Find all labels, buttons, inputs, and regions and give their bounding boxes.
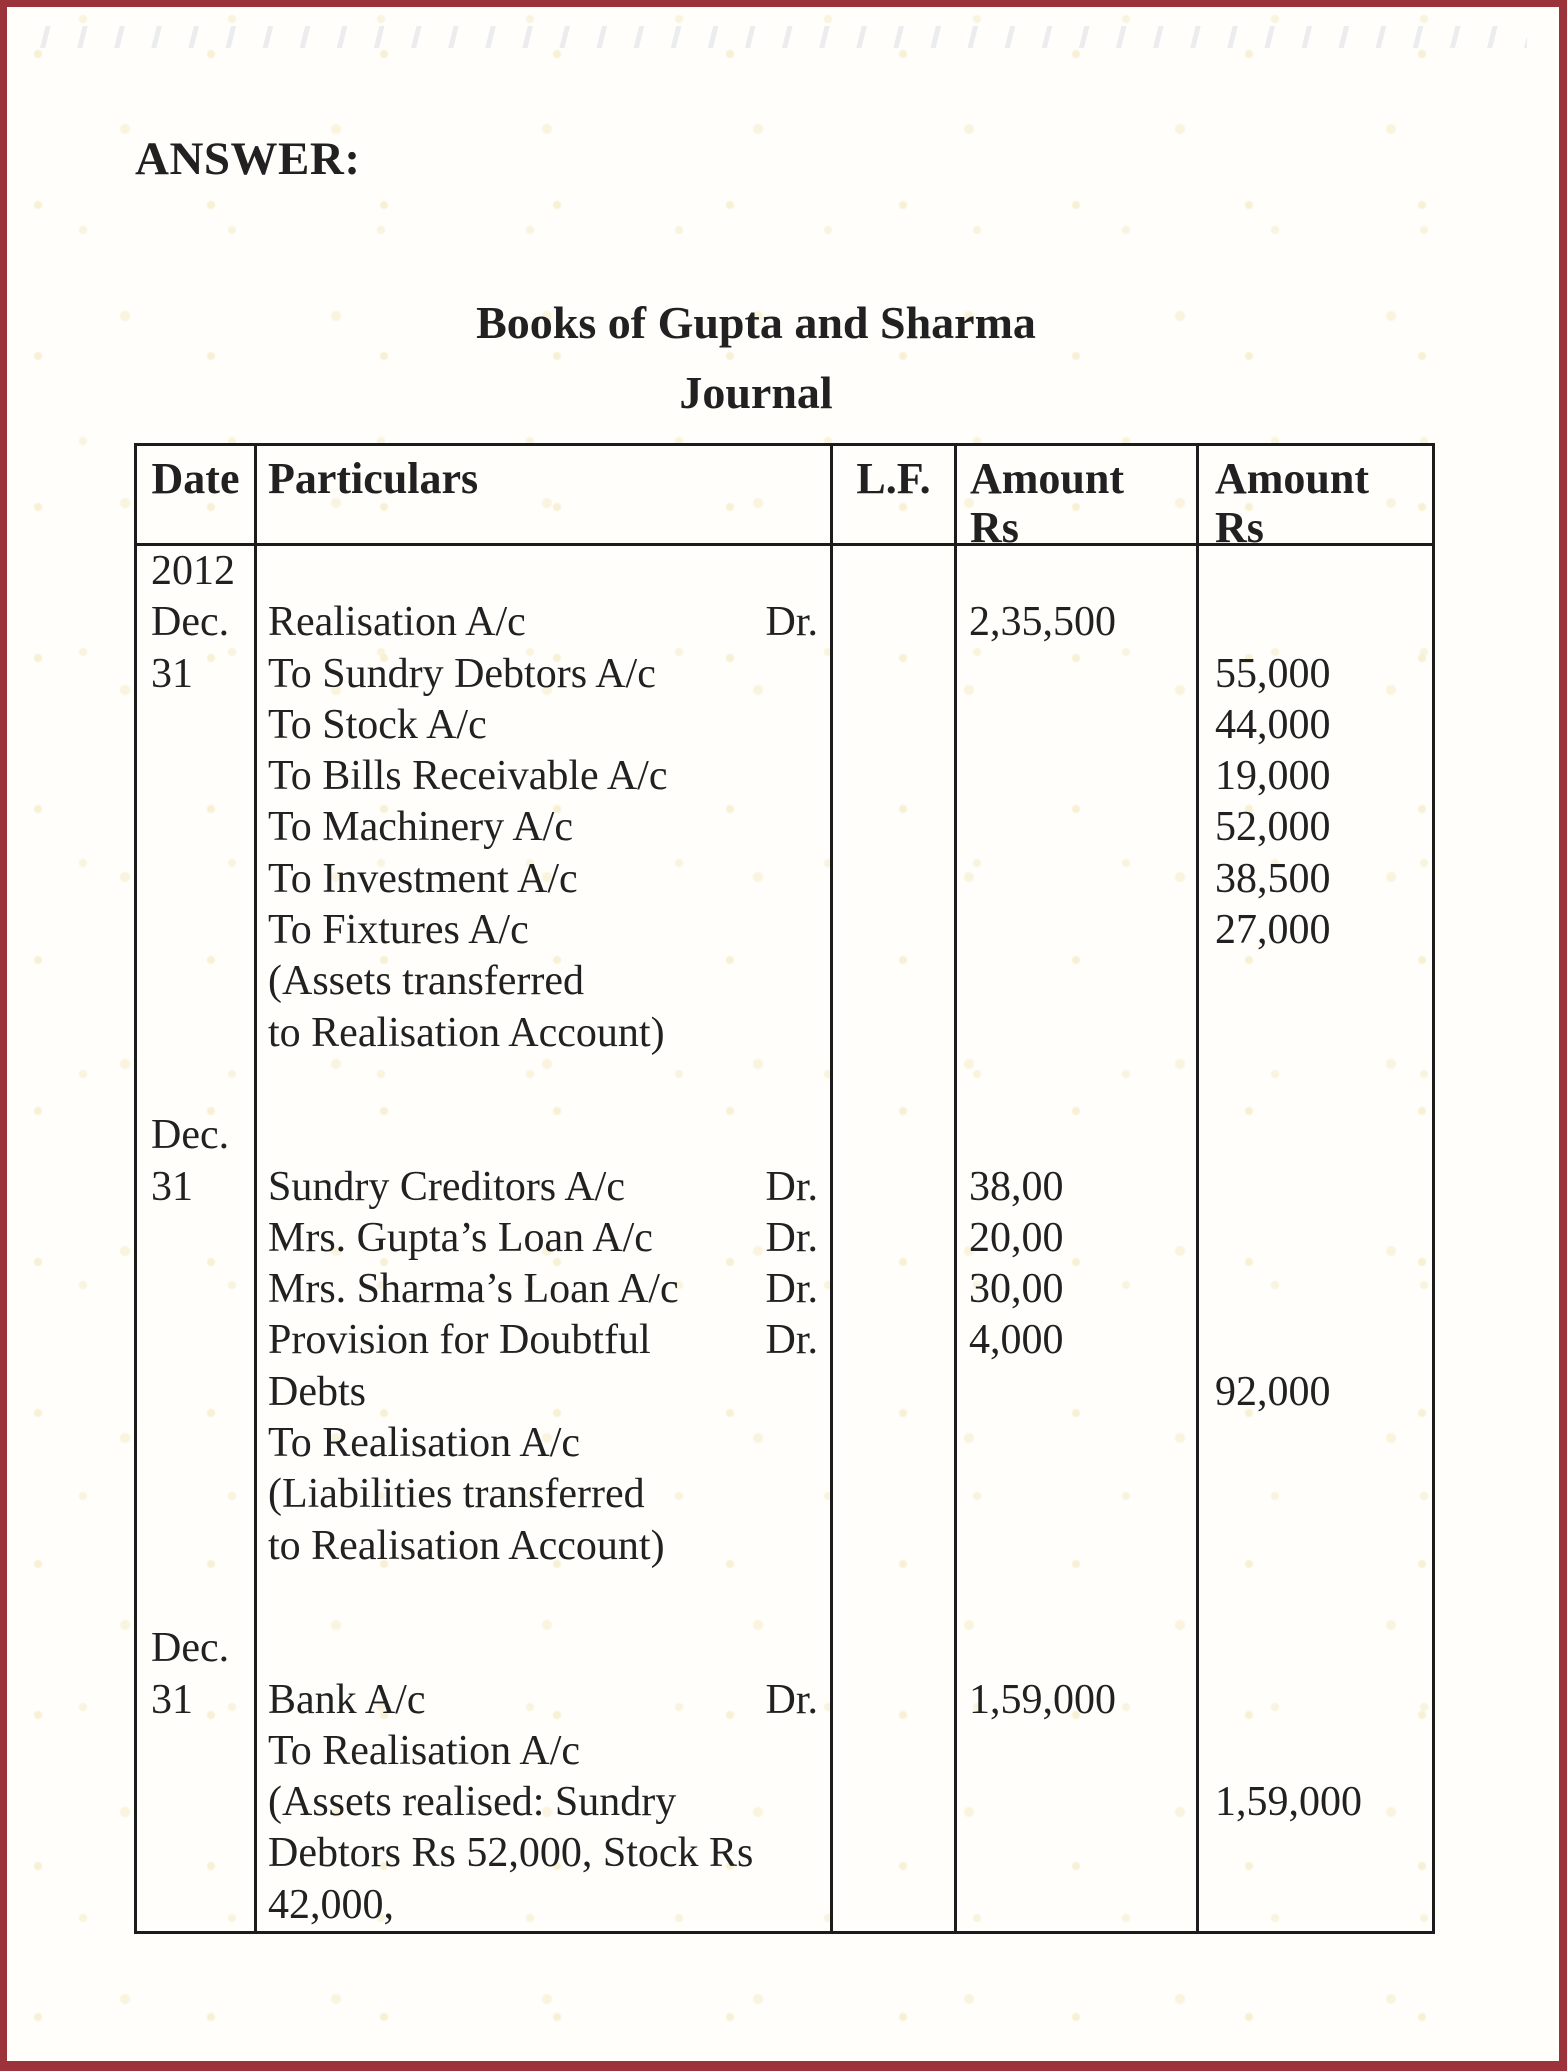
journal-line-amount-credit: [1199, 1623, 1432, 1674]
journal-line-date: [137, 905, 257, 956]
journal-line-amount-credit: [1199, 1521, 1432, 1572]
journal-line: [137, 1675, 1432, 1726]
journal-line: [137, 854, 1432, 905]
journal-line: [137, 1264, 1432, 1315]
journal-table: [134, 443, 1435, 1934]
journal-line-date: [137, 1828, 257, 1879]
journal-line-lf: [833, 1777, 957, 1828]
journal-line-date: 31: [137, 649, 257, 700]
dr-marker: Dr.: [765, 1676, 818, 1723]
journal-line-date: [137, 802, 257, 853]
journal-line: [137, 1828, 1432, 1879]
journal-line-lf: [833, 802, 957, 853]
journal-line-lf: [833, 1059, 957, 1110]
journal-line: [137, 1880, 1432, 1931]
particulars-text: Debts: [268, 1368, 366, 1415]
journal-line-date: [137, 1418, 257, 1469]
answer-label: ANSWER:: [135, 133, 361, 185]
journal-line-particulars: [257, 700, 833, 751]
journal-line-amount-debit: [957, 1623, 1199, 1674]
journal-line-date: [137, 1264, 257, 1315]
journal-line-date: [137, 700, 257, 751]
journal-line-amount-credit: [1199, 956, 1432, 1007]
header-amount-credit-unit: Rs: [1215, 503, 1264, 546]
particulars-text: Mrs. Gupta’s Loan A/c: [268, 1214, 653, 1261]
document-subtitle: Journal: [679, 367, 833, 418]
journal-line-lf: [833, 546, 957, 597]
journal-line-particulars: [257, 1162, 833, 1213]
journal-line-date: [137, 1008, 257, 1059]
journal-line-particulars: [257, 1059, 833, 1110]
particulars-text: To Fixtures A/c: [268, 907, 529, 954]
journal-line-lf: [833, 854, 957, 905]
journal-line-amount-credit: [1199, 1880, 1432, 1931]
journal-line-particulars: [257, 854, 833, 905]
journal-line-lf: [833, 1469, 957, 1520]
journal-line-amount-debit: 1,59,000: [957, 1675, 1199, 1726]
journal-line-lf: [833, 1726, 957, 1777]
journal-line-amount-credit: [1199, 1110, 1432, 1161]
journal-line: [137, 1367, 1432, 1418]
journal-line-amount-credit: [1199, 597, 1432, 648]
journal-line-amount-debit: [957, 1572, 1199, 1623]
journal-line-particulars: [257, 1110, 833, 1161]
journal-line-lf: [833, 1110, 957, 1161]
journal-line-date: [137, 1315, 257, 1366]
particulars-text: (Assets realised: Sundry: [268, 1779, 677, 1826]
journal-line-amount-debit: [957, 1828, 1199, 1879]
journal-line-lf: [833, 1315, 957, 1366]
journal-line: [137, 1008, 1432, 1059]
journal-line-lf: [833, 649, 957, 700]
journal-line-particulars: [257, 1828, 833, 1879]
journal-line: [137, 905, 1432, 956]
journal-line-amount-debit: [957, 1777, 1199, 1828]
journal-line-particulars: [257, 649, 833, 700]
journal-line-date: Dec.: [137, 597, 257, 648]
journal-body: [137, 546, 1432, 1931]
journal-line: [137, 1213, 1432, 1264]
journal-line-particulars: [257, 802, 833, 853]
journal-line-amount-debit: 38,00: [957, 1162, 1199, 1213]
journal-line-particulars: [257, 1726, 833, 1777]
journal-line-amount-debit: [957, 1521, 1199, 1572]
journal-line: [137, 1469, 1432, 1520]
journal-line: [137, 649, 1432, 700]
journal-line: [137, 546, 1432, 597]
journal-line-lf: [833, 1880, 957, 1931]
journal-line-amount-debit: [957, 1726, 1199, 1777]
journal-line-amount-credit: 1,59,000: [1215, 1779, 1362, 1826]
journal-line-lf: [833, 1008, 957, 1059]
journal-line-amount-debit: [957, 1367, 1199, 1418]
journal-line-particulars: [257, 1213, 833, 1264]
journal-line-date: [137, 1059, 257, 1110]
journal-line-lf: [833, 1623, 957, 1674]
journal-line-particulars: [257, 1623, 833, 1674]
journal-line-particulars: [257, 1264, 833, 1315]
journal-line-particulars: [257, 1418, 833, 1469]
journal-line-amount-debit: 2,35,500: [957, 597, 1199, 648]
journal-line-amount-debit: [957, 546, 1199, 597]
particulars-text: Bank A/c: [268, 1676, 426, 1723]
header-lf: L.F.: [833, 446, 957, 546]
journal-line-amount-credit: [1199, 1828, 1432, 1879]
journal-line-lf: [833, 1264, 957, 1315]
journal-line-particulars: [257, 905, 833, 956]
header-date: Date: [137, 446, 257, 546]
journal-line: [137, 1623, 1432, 1674]
journal-line-amount-credit: [1199, 1572, 1432, 1623]
dr-marker: Dr.: [765, 1163, 818, 1210]
journal-line-amount-debit: [957, 751, 1199, 802]
journal-line-amount-debit: [957, 1469, 1199, 1520]
journal-line-lf: [833, 1213, 957, 1264]
journal-line-lf: [833, 1418, 957, 1469]
journal-line-lf: [833, 1521, 957, 1572]
journal-line-particulars: [257, 1469, 833, 1520]
journal-line-particulars: [257, 1521, 833, 1572]
journal-line-amount-credit: 38,500: [1215, 855, 1331, 902]
dr-marker: Dr.: [765, 599, 818, 646]
journal-line: [137, 751, 1432, 802]
header-particulars: Particulars: [257, 446, 833, 546]
particulars-text: (Assets transferred: [268, 958, 585, 1005]
journal-line-lf: [833, 700, 957, 751]
journal-line: [137, 700, 1432, 751]
particulars-text: To Machinery A/c: [268, 804, 573, 851]
header-amount-debit: [957, 446, 1199, 546]
journal-line-amount-debit: 4,000: [957, 1315, 1199, 1366]
particulars-text: Realisation A/c: [268, 599, 526, 646]
journal-line: [137, 1777, 1432, 1828]
journal-line-date: [137, 1213, 257, 1264]
journal-line-particulars: [257, 1880, 833, 1931]
journal-line-amount-credit: 55,000: [1215, 650, 1331, 697]
journal-line-lf: [833, 956, 957, 1007]
journal-line-particulars: [257, 1008, 833, 1059]
journal-line-date: 31: [137, 1675, 257, 1726]
particulars-text: 42,000,: [268, 1881, 394, 1928]
journal-line: [137, 1418, 1432, 1469]
journal-line-date: [137, 854, 257, 905]
journal-line-particulars: [257, 751, 833, 802]
journal-line-date: 31: [137, 1162, 257, 1213]
journal-line-lf: [833, 1162, 957, 1213]
journal-line-amount-debit: [957, 1059, 1199, 1110]
particulars-text: Sundry Creditors A/c: [268, 1163, 625, 1210]
journal-line-lf: [833, 1572, 957, 1623]
journal-line-date: [137, 1726, 257, 1777]
journal-line-amount-credit: 44,000: [1215, 701, 1331, 748]
journal-line-amount-debit: [957, 700, 1199, 751]
journal-line: [137, 1572, 1432, 1623]
journal-line-amount-credit: 27,000: [1215, 907, 1331, 954]
journal-line: [137, 1162, 1432, 1213]
journal-line-amount-debit: [957, 649, 1199, 700]
dr-marker: Dr.: [765, 1317, 818, 1364]
journal-line-amount-credit: [1199, 1008, 1432, 1059]
journal-line-date: [137, 1469, 257, 1520]
dr-marker: Dr.: [765, 1214, 818, 1261]
dr-marker: Dr.: [765, 1266, 818, 1313]
particulars-text: To Realisation A/c: [268, 1420, 581, 1467]
journal-line-amount-credit: [1199, 546, 1432, 597]
journal-line-date: 2012: [137, 546, 257, 597]
particulars-text: To Bills Receivable A/c: [268, 753, 668, 800]
journal-line-amount-credit: [1199, 1726, 1432, 1777]
header-amount-credit: [1199, 446, 1432, 546]
journal-line-amount-debit: [957, 854, 1199, 905]
journal-line: [137, 956, 1432, 1007]
journal-line-amount-credit: [1199, 1418, 1432, 1469]
journal-line-particulars: [257, 956, 833, 1007]
journal-line-particulars: [257, 1675, 833, 1726]
journal-line-amount-debit: [957, 905, 1199, 956]
journal-line-amount-debit: [957, 1008, 1199, 1059]
scan-artifact-band: [30, 26, 1527, 48]
journal-line-amount-credit: [1199, 1469, 1432, 1520]
journal-line-date: Dec.: [137, 1110, 257, 1161]
journal-line-date: [137, 1777, 257, 1828]
journal-line-particulars: [257, 597, 833, 648]
particulars-text: (Liabilities transferred: [268, 1471, 645, 1518]
journal-line-date: Dec.: [137, 1623, 257, 1674]
journal-line-lf: [833, 1675, 957, 1726]
journal-line-amount-credit: [1199, 1059, 1432, 1110]
particulars-text: To Stock A/c: [268, 701, 487, 748]
journal-line-lf: [833, 905, 957, 956]
header-amount-debit-unit: Rs: [970, 503, 1019, 546]
journal-line-particulars: [257, 1315, 833, 1366]
journal-line-amount-credit: [1199, 1315, 1432, 1366]
journal-line-particulars: [257, 546, 833, 597]
journal-line-date: [137, 956, 257, 1007]
particulars-text: to Realisation Account): [268, 1522, 665, 1569]
particulars-text: Provision for Doubtful: [268, 1317, 651, 1364]
journal-line-amount-debit: 30,00: [957, 1264, 1199, 1315]
journal-header-row: [137, 446, 1432, 546]
journal-line-amount-credit: 19,000: [1215, 753, 1331, 800]
journal-line-particulars: [257, 1367, 833, 1418]
journal-line: [137, 802, 1432, 853]
journal-line-amount-debit: [957, 1880, 1199, 1931]
journal-line-date: [137, 1572, 257, 1623]
journal-line-particulars: [257, 1777, 833, 1828]
journal-line: [137, 1521, 1432, 1572]
journal-line-date: [137, 751, 257, 802]
particulars-text: To Investment A/c: [268, 855, 578, 902]
particulars-text: Debtors Rs 52,000, Stock Rs: [268, 1830, 754, 1877]
journal-line: [137, 1110, 1432, 1161]
journal-line-amount-debit: [957, 1418, 1199, 1469]
journal-line: [137, 597, 1432, 648]
journal-line-amount-credit: [1199, 1675, 1432, 1726]
journal-line-lf: [833, 597, 957, 648]
journal-line-amount-credit: [1199, 1162, 1432, 1213]
journal-line-date: [137, 1367, 257, 1418]
journal-line: [137, 1059, 1432, 1110]
journal-line-amount-credit: 92,000: [1215, 1368, 1331, 1415]
journal-line-amount-credit: [1199, 1264, 1432, 1315]
journal-line-amount-debit: 20,00: [957, 1213, 1199, 1264]
journal-line-date: [137, 1521, 257, 1572]
journal-line-lf: [833, 751, 957, 802]
journal-line-lf: [833, 1828, 957, 1879]
journal-line-amount-credit: 52,000: [1215, 804, 1331, 851]
journal-line: [137, 1726, 1432, 1777]
particulars-text: to Realisation Account): [268, 1009, 665, 1056]
document-title: Books of Gupta and Sharma: [476, 297, 1036, 348]
journal-line-amount-debit: [957, 802, 1199, 853]
header-amount-credit-label: Amount: [1215, 454, 1370, 503]
journal-line-lf: [833, 1367, 957, 1418]
journal-line-date: [137, 1880, 257, 1931]
journal-line: [137, 1315, 1432, 1366]
particulars-text: To Sundry Debtors A/c: [268, 650, 656, 697]
particulars-text: To Realisation A/c: [268, 1727, 581, 1774]
header-amount-debit-label: Amount: [970, 454, 1125, 503]
journal-line-amount-debit: [957, 956, 1199, 1007]
journal-line-amount-credit: [1199, 1213, 1432, 1264]
particulars-text: Mrs. Sharma’s Loan A/c: [268, 1266, 679, 1313]
journal-line-amount-debit: [957, 1110, 1199, 1161]
journal-line-particulars: [257, 1572, 833, 1623]
